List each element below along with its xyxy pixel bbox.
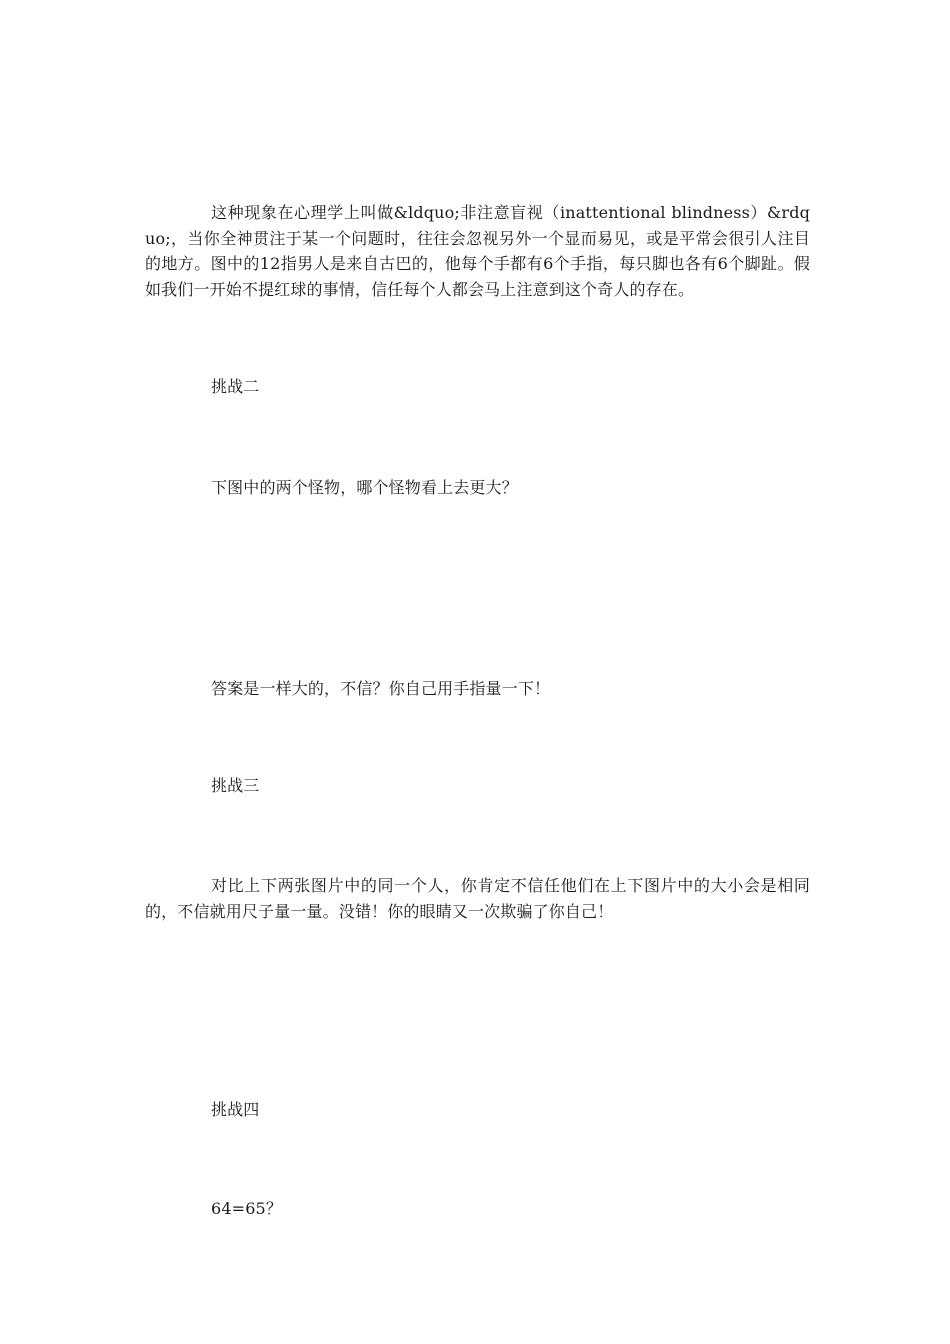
paragraph-inattentional-blindness: 这种现象在心理学上叫做&ldquo;非注意盲视（inattentional blindness）&rdquo;，当你全神贯注于某一个问题时，往往会忽视另外一个显而易见，或是平常会很引人注目的地方。图中的12指男人是来自古巴的，他每个手都有6个手指，每只脚也各有6个脚趾。假如我们一开始不提红球的事情，信任每个人都会马上注意到这个奇人的存在。: [145, 203, 810, 299]
paragraph-monster-question: 下图中的两个怪物，哪个怪物看上去更大？: [211, 478, 518, 497]
paragraph-64-equals-65: 64=65？: [211, 1199, 283, 1218]
paragraph-monster-answer: 答案是一样大的，不信？你自己用手指量一下！: [211, 679, 551, 698]
heading-challenge-four: 挑战四: [211, 1100, 260, 1119]
heading-challenge-three: 挑战三: [211, 776, 260, 795]
heading-challenge-two: 挑战二: [211, 377, 260, 396]
paragraph-same-person: 对比上下两张图片中的同一个人，你肯定不信任他们在上下图片中的大小会是相同的，不信就用尺子量一量。没错！你的眼睛又一次欺骗了你自己！: [145, 876, 810, 921]
